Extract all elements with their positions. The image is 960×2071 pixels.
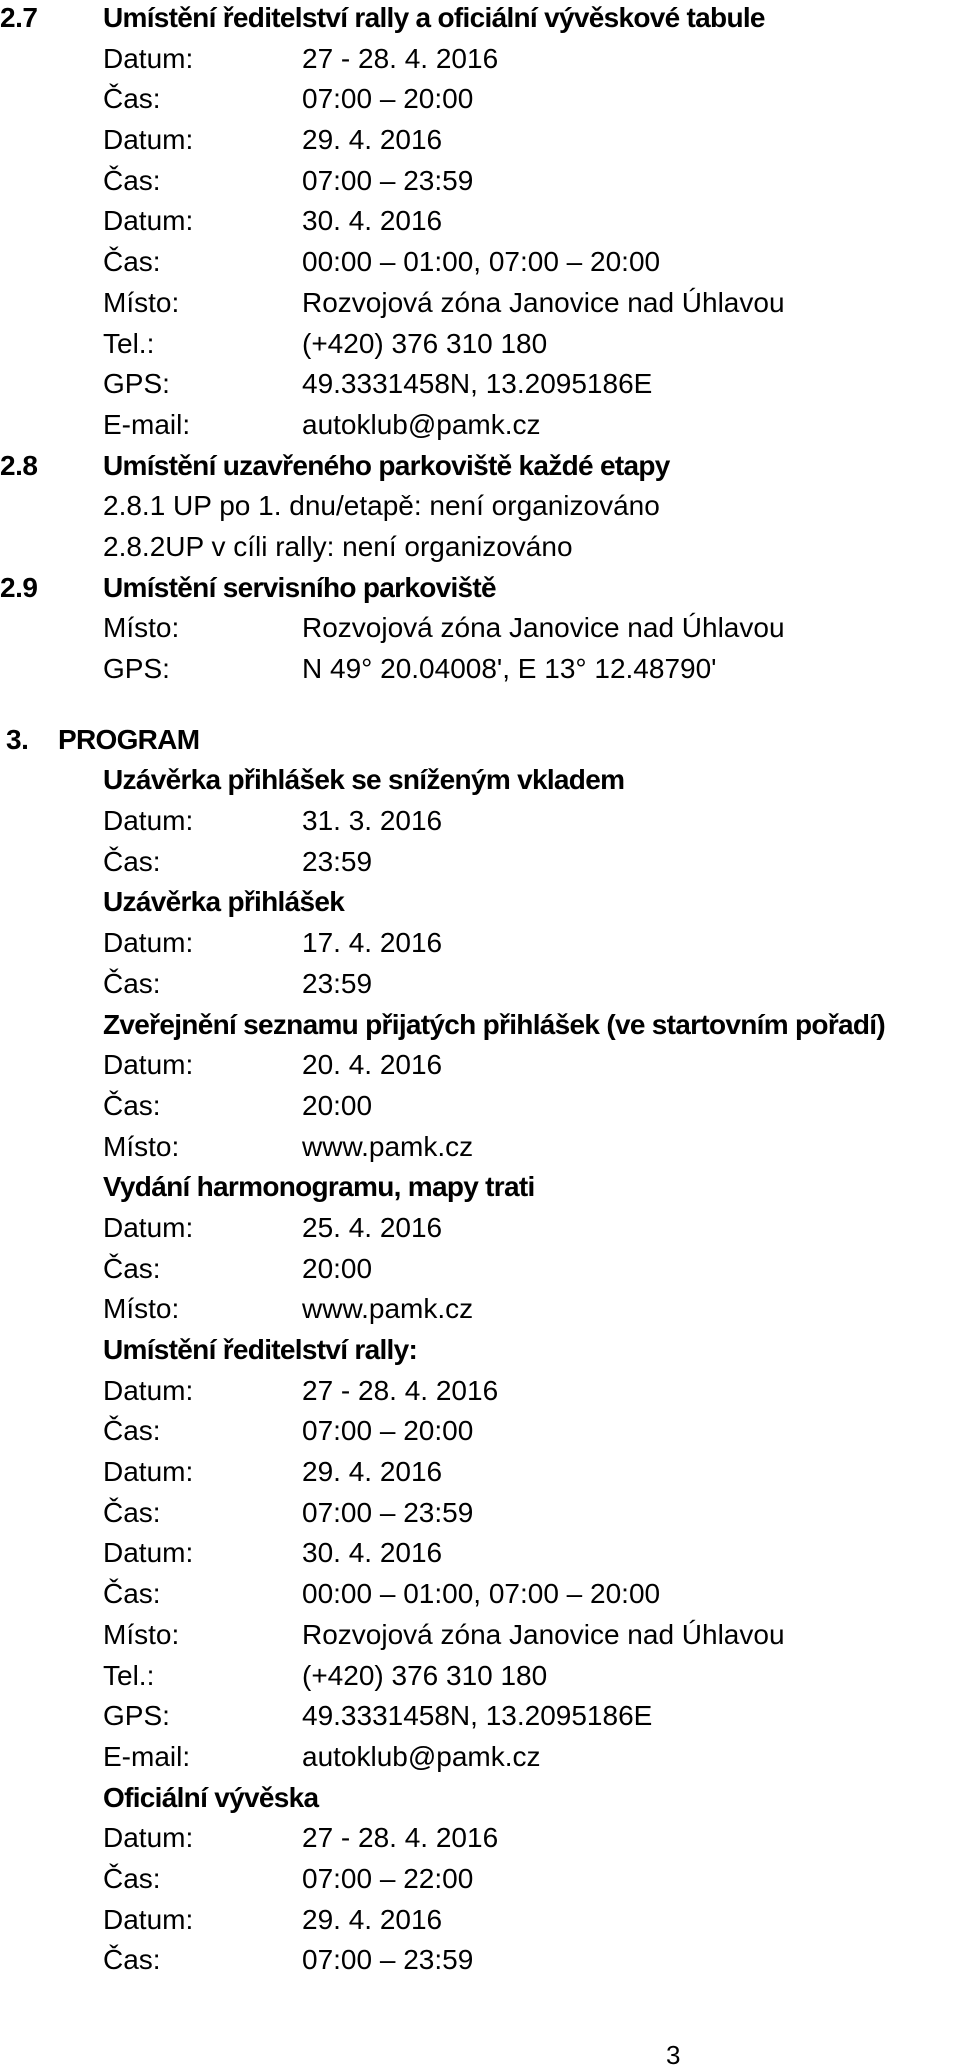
field-row — [0, 1086, 960, 1127]
field-value: 29. 4. 2016 — [302, 1456, 443, 1488]
field-row — [0, 364, 960, 405]
field-value: 27 - 28. 4. 2016 — [302, 1822, 499, 1854]
subheading-title: Umístění ředitelství rally: — [103, 1334, 418, 1365]
field-row — [0, 649, 960, 690]
field-value: 23:59 — [302, 845, 373, 877]
field-value: 27 - 28. 4. 2016 — [302, 42, 499, 74]
field-row — [0, 1411, 960, 1452]
field-value: 31. 3. 2016 — [302, 805, 443, 837]
field-label: Čas: — [103, 1578, 161, 1610]
field-value: 00:00 – 01:00, 07:00 – 20:00 — [302, 246, 661, 278]
section-title: Umístění ředitelství rally a oficiální vývěskové tabule — [103, 2, 765, 33]
field-value: Rozvojová zóna Janovice nad Úhlavou — [302, 612, 785, 644]
field-label: Čas: — [103, 1496, 161, 1528]
field-row — [0, 923, 960, 964]
field-value: 07:00 – 23:59 — [302, 164, 474, 196]
field-row — [0, 1127, 960, 1168]
field-label: E-mail: — [103, 1740, 191, 1772]
field-label: Čas: — [103, 1862, 161, 1894]
field-label: GPS: — [103, 1700, 170, 1732]
text-line — [0, 527, 960, 568]
spacer — [0, 690, 960, 720]
subheading — [0, 1005, 960, 1046]
field-value: 00:00 – 01:00, 07:00 – 20:00 — [302, 1578, 661, 1610]
field-row — [0, 405, 960, 446]
field-value: 20. 4. 2016 — [302, 1049, 443, 1081]
field-row — [0, 1249, 960, 1290]
field-row — [0, 801, 960, 842]
field-label: Čas: — [103, 1252, 161, 1284]
section-number: 2.7 — [0, 2, 38, 33]
field-label: Čas: — [103, 1089, 161, 1121]
field-label: Datum: — [103, 927, 194, 959]
field-label: Místo: — [103, 1618, 180, 1650]
section-number: 2.9 — [0, 571, 38, 603]
field-row — [0, 1859, 960, 1900]
section-heading — [0, 568, 960, 609]
field-label: GPS: — [103, 653, 170, 684]
field-value: 49.3331458N, 13.2095186E — [302, 1700, 653, 1732]
field-label: Datum: — [103, 42, 194, 74]
field-row — [0, 161, 960, 202]
page-number: 3 — [666, 2040, 681, 2070]
field-row — [0, 1533, 960, 1574]
field-label: Datum: — [103, 205, 194, 237]
field-row — [0, 1656, 960, 1697]
field-value: (+420) 376 310 180 — [302, 1659, 548, 1691]
field-value: www.pamk.cz — [302, 1130, 474, 1162]
field-value: Rozvojová zóna Janovice nad Úhlavou — [302, 286, 785, 318]
field-row — [0, 1493, 960, 1534]
subheading — [0, 1330, 960, 1371]
chapter-number: 3. — [6, 723, 29, 755]
field-row — [0, 201, 960, 242]
subheading-title: Zveřejnění seznamu přijatých přihlášek (ve startovním pořadí) — [103, 1008, 886, 1040]
field-label: Čas: — [103, 164, 161, 196]
field-label: E-mail: — [103, 408, 191, 440]
field-row — [0, 964, 960, 1005]
field-value: autoklub@pamk.cz — [302, 1740, 541, 1772]
subheading-title: Uzávěrka přihlášek — [103, 886, 345, 918]
field-row — [0, 39, 960, 80]
field-value: autoklub@pamk.cz — [302, 408, 541, 440]
field-value: 17. 4. 2016 — [302, 927, 443, 959]
field-label: Datum: — [103, 1822, 194, 1854]
field-label: Čas: — [103, 246, 161, 278]
field-row — [0, 1045, 960, 1086]
field-row — [0, 1900, 960, 1941]
field-row — [0, 324, 960, 365]
field-value: 07:00 – 22:00 — [302, 1862, 474, 1894]
field-label: Místo: — [103, 612, 180, 644]
field-row — [0, 120, 960, 161]
field-label: Datum: — [103, 1374, 194, 1406]
field-label: Datum: — [103, 805, 194, 837]
field-row — [0, 1615, 960, 1656]
field-value: 07:00 – 23:59 — [302, 1944, 474, 1976]
subheading-title: Vydání harmonogramu, mapy trati — [103, 1171, 535, 1203]
field-value: 07:00 – 23:59 — [302, 1496, 474, 1528]
field-label: Místo: — [103, 1293, 180, 1325]
field-value: 25. 4. 2016 — [302, 1211, 443, 1243]
field-value: 30. 4. 2016 — [302, 1537, 443, 1569]
field-value: 49.3331458N, 13.2095186E — [302, 368, 653, 400]
field-row — [0, 79, 960, 120]
field-label: Čas: — [103, 967, 161, 999]
text-content: 2.8.1 UP po 1. dnu/etapě: není organizováno — [103, 490, 660, 522]
field-label: Datum: — [103, 1903, 194, 1935]
section-heading — [0, 0, 960, 39]
field-value: 07:00 – 20:00 — [302, 83, 474, 115]
field-label: Tel.: — [103, 1659, 155, 1691]
subheading — [0, 882, 960, 923]
field-row — [0, 1574, 960, 1615]
field-value: 07:00 – 20:00 — [302, 1415, 474, 1447]
section-title: Umístění uzavřeného parkoviště každé etapy — [103, 449, 670, 481]
field-label: GPS: — [103, 368, 170, 400]
field-row — [0, 283, 960, 324]
subheading-title: Uzávěrka přihlášek se sníženým vkladem — [103, 764, 625, 796]
field-row — [0, 242, 960, 283]
field-label: Datum: — [103, 1211, 194, 1243]
section-number: 2.8 — [0, 449, 38, 481]
field-label: Čas: — [103, 83, 161, 115]
field-row — [0, 1452, 960, 1493]
field-label: Čas: — [103, 845, 161, 877]
subheading-title: Oficiální vývěska — [103, 1781, 319, 1813]
field-row — [0, 1737, 960, 1778]
text-content: 2.8.2UP v cíli rally: není organizováno — [103, 530, 573, 562]
field-value: 29. 4. 2016 — [302, 124, 443, 156]
chapter-heading — [0, 720, 960, 761]
section-heading — [0, 446, 960, 487]
field-row — [0, 1371, 960, 1412]
field-value: 27 - 28. 4. 2016 — [302, 1374, 499, 1406]
field-value: www.pamk.cz — [302, 1293, 474, 1325]
chapter-title: PROGRAM — [58, 723, 200, 755]
field-value: 20:00 — [302, 1089, 373, 1121]
field-label: Datum: — [103, 1537, 194, 1569]
field-label: Místo: — [103, 286, 180, 318]
subheading — [0, 760, 960, 801]
subheading — [0, 1167, 960, 1208]
field-label: Datum: — [103, 1456, 194, 1488]
field-row — [0, 1818, 960, 1859]
field-value: 23:59 — [302, 967, 373, 999]
text-line — [0, 486, 960, 527]
field-value: 30. 4. 2016 — [302, 205, 443, 237]
field-value: Rozvojová zóna Janovice nad Úhlavou — [302, 1618, 785, 1650]
field-row — [0, 1289, 960, 1330]
section-title: Umístění servisního parkoviště — [103, 571, 496, 603]
field-label: Místo: — [103, 1130, 180, 1162]
subheading — [0, 1778, 960, 1819]
field-label: Tel.: — [103, 327, 155, 359]
field-value: N 49° 20.04008', E 13° 12.48790' — [302, 653, 717, 684]
field-label: Čas: — [103, 1944, 161, 1976]
field-label: Datum: — [103, 1049, 194, 1081]
field-row — [0, 608, 960, 649]
field-label: Čas: — [103, 1415, 161, 1447]
field-value: 29. 4. 2016 — [302, 1903, 443, 1935]
field-value: (+420) 376 310 180 — [302, 327, 548, 359]
field-label: Datum: — [103, 124, 194, 156]
field-row — [0, 1940, 960, 1981]
field-value: 20:00 — [302, 1252, 373, 1284]
field-row — [0, 1208, 960, 1249]
field-row — [0, 842, 960, 883]
field-row — [0, 1696, 960, 1737]
